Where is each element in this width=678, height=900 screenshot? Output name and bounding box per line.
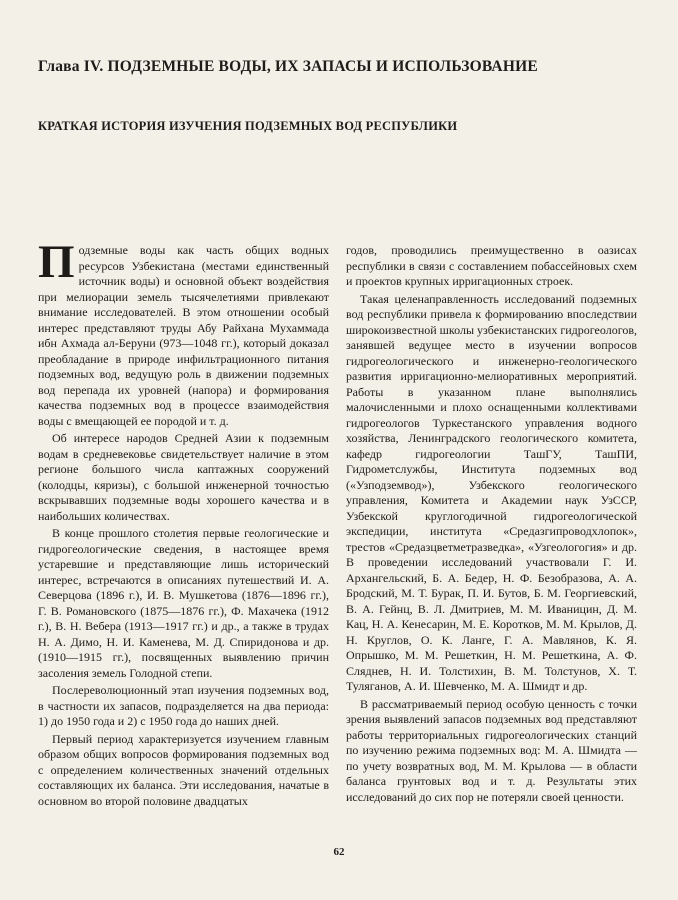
drop-cap: П <box>38 236 75 288</box>
left-column <box>38 236 329 809</box>
paragraph-2: Об интересе народов Средней Азии к подземным водам в средневековье свидетельствует наличие в этом регионе большого числа каптажных сооружений (колодцы, кяризы), с большой инженерной точностью вскрывавших подземные воды хорошего качества и в наибольших количествах. <box>38 431 329 523</box>
page-number: 62 <box>333 846 345 858</box>
paragraph-3: В конце прошлого столетия первые геологические и гидрогеологические сведения, в настоящее время устаревшие и представляющие лишь исторический интерес, встречаются в описаниях путешествий И. А. Северцова (1896 г.), И. В. Мушкетова (1876—1896 гг.), Г. В. Романовского (1875—1876 гг.), Ф. Махачека (1912 г.), В. Н. Вебера (1913—1917 гг.) и др., а также в трудах Н. А. Димо, Н. И. Каменева, М. Д. Спиридонова и др. (1910—1915 гг.), посвященных выявлению причин засоления земель Голодной степи. <box>38 526 329 680</box>
right-column <box>346 243 637 805</box>
paragraph-8: В рассматриваемый период особую ценность с точки зрения выявлений запасов подземных вод представляют работы территориальных гидрогеологических станций по изучению режима подземных вод: М. А. Шмидта — по учету возвратных вод, М. М. Крылова — в области баланса грунтовых вод и т. д. Результаты этих исследований до сих пор не потеряли своей ценности. <box>346 696 637 804</box>
paragraph-1-text: одземные воды как часть общих водных ресурсов Узбекистана (местами единственный источник воды) и основной объект воздействия при мелиорации земель тысячелетиями привлекают внимание исследователей. В этом отношении особый интерес представляют труды Абу Райхана Мухаммада ибн Ахмада ал-Беруни (973—1048 гг.), который доказал преобладание в природе инфильтрационного питания подземных вод, ведущую роль в движении подземных вод перепада их уровней (напора) и формирования качества подземных вод в процессе взаимодействия воды с вмещающей ее породой и т. д. <box>38 243 329 428</box>
paragraph-6: годов, проводились преимущественно в оазисах республики в связи с составлением побассейновых схем и проектов крупных ирригационных строек. <box>346 243 637 288</box>
paragraph-7: Такая целенаправленность исследований подземных вод республики привела к формированию впоследствии широкоизвестной школы узбекистанских гидрогеологов, занявшей ведущее место в изучении вопросов гидрогеологического и инженерно-геологического развития ирригационно-мелиоративных мероприятий. Работы в указанном плане выполнялись малочисленными и плохо оснащенными коллективами гидрогеологов Туркестанского управления водного хозяйства, Ленинградского геологического комитета, кафедр гидрогеологии ТашГУ, ТашПИ, Гидрометслужбы, Института подземных вод («Узподземвод»), Узбекского геологического управления, Комитета и Академии наук УзССР, Узбекской круглогодичной гидрогеологической экспедиции, института «Средазгипроводхлопок», трестов «Средазцветметразведка», «Узгеологогия» и др. В проведении исследований участвовали Г. И. Архангельский, Б. А. Бедер, Н. Ф. Безобразова, А. А. Бродский, М. Т. Бурак, П. И. Бутов, Б. М. Георгиевский, В. А. Гейнц, В. Л. Дмитриев, М. М. Иваницин, Д. М. Кац, Н. А. Кенесарин, М. Е. Коротков, М. М. Крылов, Д. Н. Круглов, О. К. Ланге, Г. А. Мавлянов, К. Я. Опрышко, М. М. Решеткин, Н. М. Решеткина, А. Ф. Сляднев, Н. И. Толстихин, В. М. Толстунов, Х. Т. Туляганов, А. И. Шевченко, М. А. Шмидт и др. <box>346 291 637 693</box>
paragraph-4: Послереволюционный этап изучения подземных вод, в частности их запасов, подразделяется на два периода: 1) до 1950 года и 2) с 1950 года до наших дней. <box>38 683 329 728</box>
section-title: КРАТКАЯ ИСТОРИЯ ИЗУЧЕНИЯ ПОДЗЕМНЫХ ВОД РЕСПУБЛИКИ <box>38 119 458 133</box>
paragraph-1 <box>38 236 329 429</box>
paragraph-5: Первый период характеризуется изучением главным образом общих вопросов формирования подземных вод с определением количественных значений отдельных составляющих их баланса. Эти исследования, начатые в основном во второй половине двадцатых <box>38 731 329 808</box>
chapter-title: Глава IV. ПОДЗЕМНЫЕ ВОДЫ, ИХ ЗАПАСЫ И ИСПОЛЬЗОВАНИЕ <box>38 58 538 75</box>
